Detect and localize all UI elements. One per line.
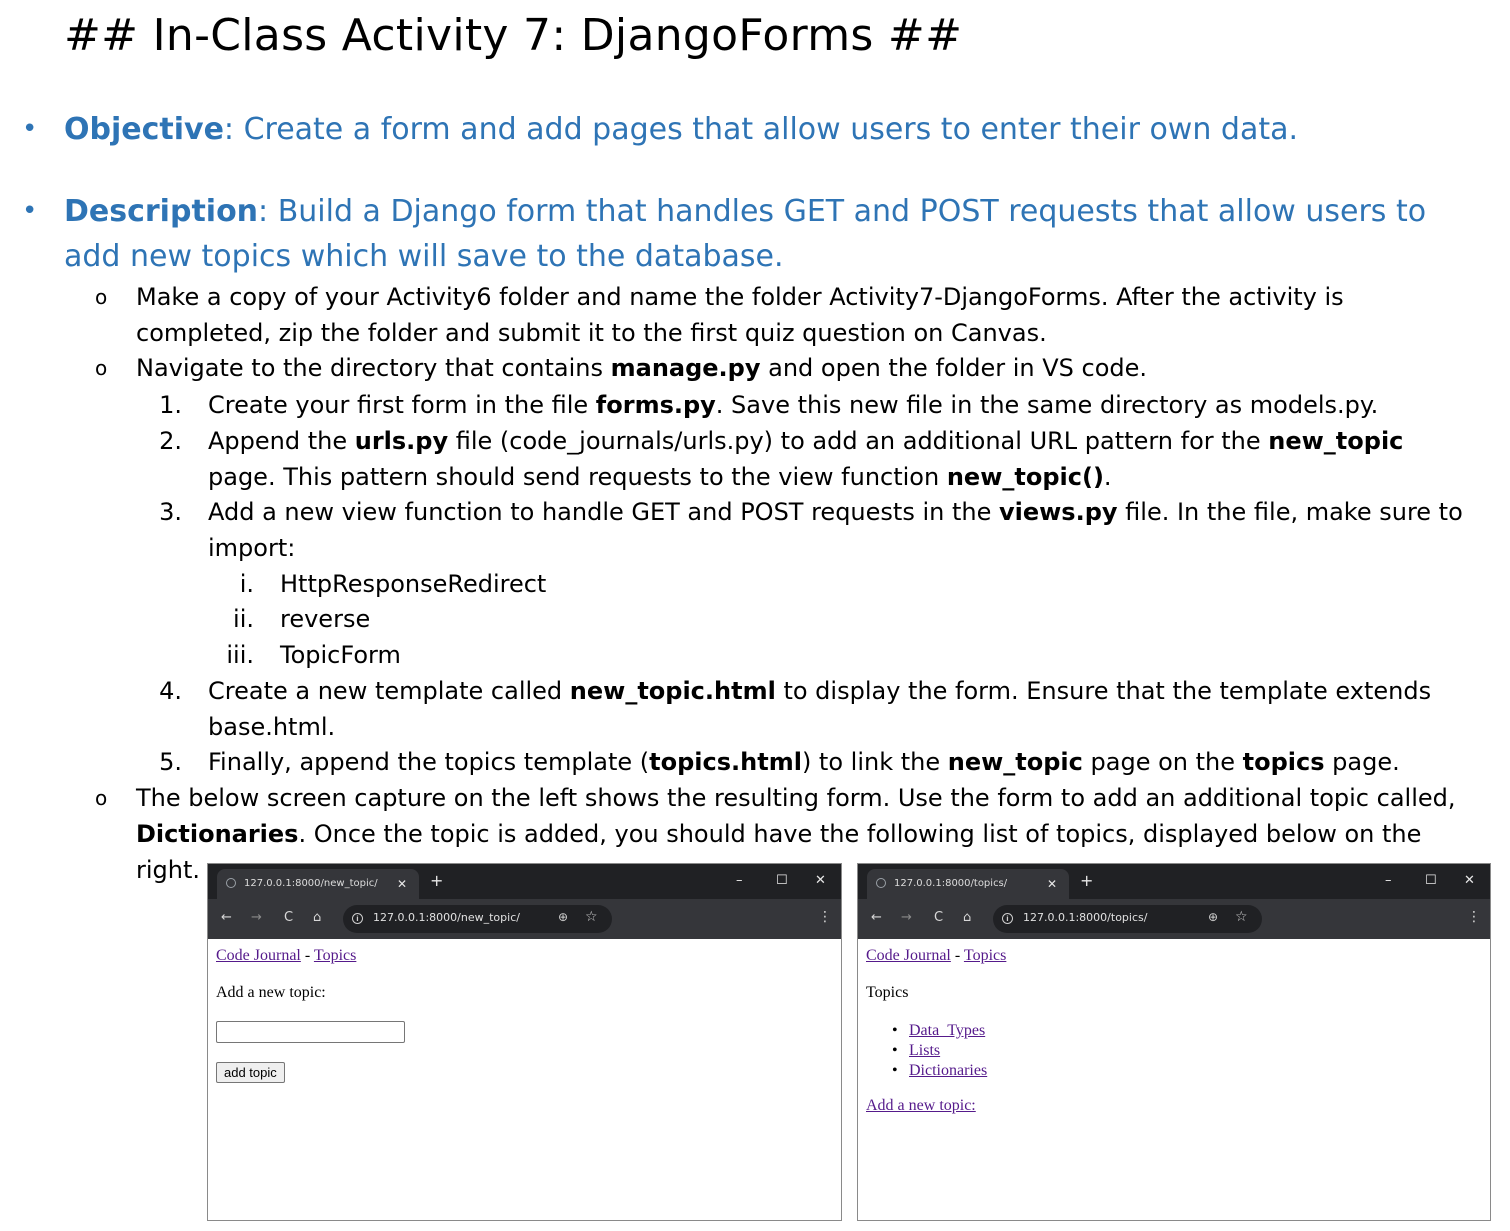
description-label: Description [64,194,259,229]
browser-tab[interactable] [867,869,1069,899]
step-text: ) to link the [801,748,948,776]
step-text: page. [1324,748,1400,776]
step-text: Append the [208,427,355,455]
import-text: TopicForm [280,641,401,669]
step-number: 1. [159,391,182,419]
zoom-icon[interactable]: ⊕ [1208,910,1219,924]
close-tab-icon[interactable]: ✕ [396,877,407,891]
step-navigate-pre: Navigate to the directory that contains [136,354,611,382]
new-tab-icon[interactable]: + [430,871,444,890]
browser-titlebar [858,864,1490,899]
browser-toolbar [858,899,1490,939]
back-icon[interactable]: ← [871,910,882,925]
address-bar[interactable] [993,905,1262,933]
step-capture-post: . Once the topic is added, you should have the following list of topics, displayed below on the right. [136,820,1422,884]
import-text: reverse [280,605,371,633]
page-title: ## In-Class Activity 7: DjangoForms ## [64,10,963,61]
step-navigate-post: and open the folder in VS code. [760,354,1148,382]
import-number: ii. [233,605,254,633]
step-text: Add a new view function to handle GET and POST requests in the [208,498,999,526]
description-text: : Build a Django form that handles GET and POST requests that allow users to add new topics which will save to the database. [64,194,1427,274]
code-journal-link[interactable]: Code Journal [866,947,951,964]
breadcrumb [866,947,1006,965]
step-text: . Save this new file in the same directory as models.py. [715,391,1379,419]
new-topic-label: Add a new topic: [216,984,326,1001]
step-bold: topics [1242,748,1325,776]
step-bold: new_topic() [946,463,1104,491]
menu-icon[interactable]: ⋮ [818,909,832,925]
step-number: 4. [159,677,182,705]
tab-title: 127.0.0.1:8000/topics/ [894,878,1008,889]
add-new-topic-link[interactable]: Add a new topic: [866,1097,976,1114]
topic-link[interactable]: Dictionaries [909,1062,988,1079]
new-tab-icon[interactable]: + [1080,871,1094,890]
home-icon[interactable]: ⌂ [313,910,322,925]
objective-label: Objective [64,112,224,147]
address-url[interactable]: 127.0.0.1:8000/topics/ [1023,911,1148,924]
list-item [888,1041,987,1061]
step-capture-pre: The below screen capture on the left shows the resulting form. Use the form to add an additional topic called, [136,784,1456,812]
menu-icon[interactable]: ⋮ [1467,909,1481,925]
step-text: page on the [1082,748,1243,776]
topics-heading: Topics [866,984,909,1001]
circle-bullet-icon: o [95,285,108,309]
left-browser-window [207,863,842,1221]
topic-link[interactable]: Data_Types [909,1022,986,1039]
add-topic-button[interactable]: add topic [216,1062,285,1083]
step-bold: new_topic.html [569,677,776,705]
step-number: 5. [159,748,182,776]
zoom-icon[interactable]: ⊕ [558,910,569,924]
step-text: Create a new template called [208,677,570,705]
objective-text: : Create a form and add pages that allow users to enter their own data. [223,112,1299,147]
right-browser-window [857,863,1491,1221]
address-bar[interactable] [343,905,612,933]
reload-icon[interactable]: C [284,910,294,925]
topics-link[interactable]: Topics [313,947,357,964]
import-number: i. [239,570,254,598]
step-text: Create your first form in the file [208,391,596,419]
globe-icon [226,878,236,888]
circle-bullet-icon: o [95,356,108,380]
topic-text-input[interactable] [216,1021,405,1043]
step-bold: forms.py [595,391,716,419]
breadcrumb-separator: - [300,947,314,964]
step-bold: topics.html [649,748,802,776]
close-window-icon[interactable]: ✕ [1464,873,1475,888]
list-item [888,1021,987,1041]
step-text: . [1103,463,1112,491]
circle-bullet-icon: o [95,786,108,810]
close-tab-icon[interactable]: ✕ [1046,877,1057,891]
breadcrumb-separator: - [950,947,964,964]
info-icon[interactable]: i [352,913,363,924]
browser-tab[interactable] [217,869,419,899]
topics-list [888,1021,987,1081]
home-icon[interactable]: ⌂ [963,910,972,925]
bullet-icon: • [22,196,38,226]
step-number: 3. [159,498,182,526]
browser-toolbar [208,899,841,939]
step-copy-text: Make a copy of your Activity6 folder and name the folder Activity7-DjangoForms. After the activity is completed, zip the folder and submit it to the first quiz question on Canvas. [136,283,1344,347]
info-icon[interactable]: i [1002,913,1013,924]
step-navigate-bold: manage.py [610,354,761,382]
step-text: Finally, append the topics template ( [208,748,650,776]
maximize-icon[interactable]: ☐ [1425,873,1437,888]
step-text: page. This pattern should send requests to the view function [208,463,947,491]
step-text: file (code_journals/urls.py) to add an additional URL pattern for the [448,427,1269,455]
forward-icon[interactable]: → [251,910,262,925]
reload-icon[interactable]: C [934,910,944,925]
forward-icon[interactable]: → [901,910,912,925]
bookmark-star-icon[interactable]: ☆ [1235,909,1248,925]
minimize-icon[interactable]: – [1385,873,1392,888]
topic-link[interactable]: Lists [909,1042,941,1059]
bookmark-star-icon[interactable]: ☆ [585,909,598,925]
step-bold: new_topic [947,748,1083,776]
address-url[interactable]: 127.0.0.1:8000/new_topic/ [373,911,520,924]
step-text: file. In the file, make sure to import: [208,498,1463,562]
import-text: HttpResponseRedirect [280,570,547,598]
tab-title: 127.0.0.1:8000/new_topic/ [244,878,378,889]
bullet-icon: • [22,114,38,144]
browser-titlebar [208,864,841,899]
back-icon[interactable]: ← [221,910,232,925]
step-bold: views.py [998,498,1118,526]
step-capture-bold: Dictionaries [136,820,299,848]
maximize-icon[interactable]: ☐ [776,873,788,888]
breadcrumb [216,947,356,965]
step-bold: urls.py [354,427,449,455]
import-number: iii. [226,641,254,669]
step-bold: new_topic [1268,427,1404,455]
step-text: to display the form. Ensure that the template extends base.html. [208,677,1432,741]
list-item [888,1061,987,1081]
minimize-icon[interactable]: – [736,873,743,888]
topics-link[interactable]: Topics [963,947,1007,964]
globe-icon [876,878,886,888]
code-journal-link[interactable]: Code Journal [216,947,301,964]
close-window-icon[interactable]: ✕ [815,873,826,888]
step-number: 2. [159,427,182,455]
